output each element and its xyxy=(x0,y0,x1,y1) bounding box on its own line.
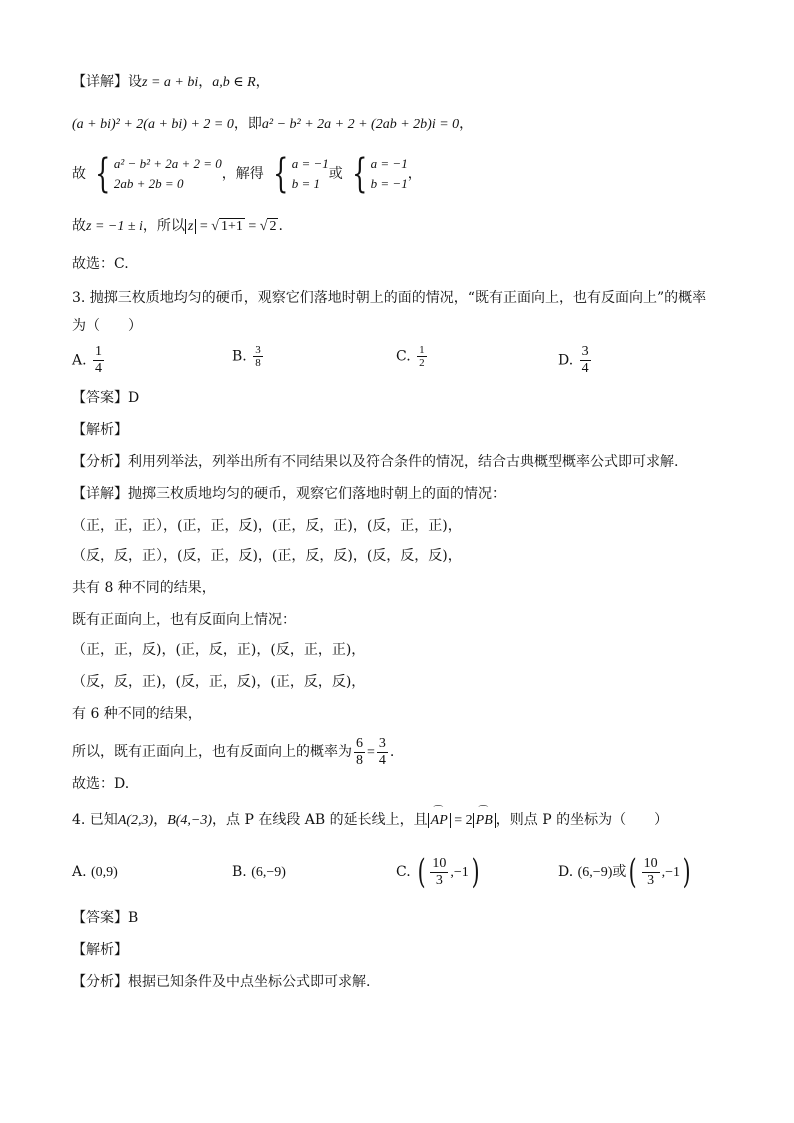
option-tail: ,−1 xyxy=(661,865,681,880)
q3-option-a xyxy=(72,344,106,377)
fraction xyxy=(580,344,591,377)
option-value: (6,−9) xyxy=(577,865,613,880)
text-end: . xyxy=(389,744,395,760)
text-ji: ，即 xyxy=(233,116,262,132)
q3-stem-line-1: 3. 抛掷三枚质地均匀的硬币，观察它们落地时朝上的面的情况，“既有正面向上，也有反面向上”的概率 xyxy=(72,290,707,306)
q3-count-8: 共有 8 种不同的结果， xyxy=(72,580,216,596)
answer-line-1: 故选：C. xyxy=(72,256,129,272)
fraction xyxy=(93,344,104,377)
q4-end: ，则点 P 的坐标为（ ） xyxy=(495,812,669,828)
detail-tag: 【详解】 xyxy=(72,74,128,90)
paren-right-icon: ) xyxy=(682,852,691,892)
q4-prefix: 4. 已知 xyxy=(72,812,118,828)
text-jiede: ，解得 xyxy=(221,166,264,182)
prob-text: 所以，既有正面向上，也有反面向上的概率为 xyxy=(72,744,352,760)
q4-option-a xyxy=(72,862,118,883)
fraction xyxy=(642,856,660,889)
q3-option-c xyxy=(396,344,429,369)
frac-num: 10 xyxy=(432,855,447,871)
fraction xyxy=(430,856,448,889)
q4-mid: ，点 P 在线段 AB 的延长线上，且 xyxy=(212,812,428,828)
math-lhs: (a + bi)² + 2(a + bi) + 2 = 0 xyxy=(72,117,234,132)
q3-stem-line-2: 为（ ） xyxy=(72,318,142,334)
math-eq-2: = xyxy=(244,219,260,234)
q3-both: 既有正面向上，也有反面向上情况： xyxy=(72,612,296,628)
q3-count-6: 有 6 种不同的结果， xyxy=(72,706,202,722)
solution-1 xyxy=(268,151,329,197)
math-z-def: z = a + bi xyxy=(142,75,199,90)
option-label: B. xyxy=(232,864,247,880)
solution-2 xyxy=(347,151,408,197)
frac-num: 10 xyxy=(643,855,658,871)
math-rhs: a² − b² + 2a + 2 + (2ab + 2b)i = 0 xyxy=(261,117,460,132)
option-label: A. xyxy=(72,864,87,880)
fraction xyxy=(253,344,263,369)
text-or: 或 xyxy=(612,864,627,880)
q3-final: 故选：D. xyxy=(72,776,130,792)
q4-answer: 【答案】B xyxy=(72,910,139,926)
frac-num: 3 xyxy=(255,344,261,356)
system-row-2: 2ab + 2b = 0 xyxy=(113,176,184,191)
q3-answer: 【答案】D xyxy=(72,390,140,406)
q4-option-d xyxy=(558,852,693,893)
option-label: C. xyxy=(396,348,411,365)
option-value: (0,9) xyxy=(91,865,118,880)
system-line xyxy=(72,152,422,196)
vector-ap: ⌒ AP xyxy=(431,811,448,831)
solution-1-row-2: b = 1 xyxy=(291,176,320,191)
frac-num: 3 xyxy=(378,735,386,751)
text-sep: ， xyxy=(198,74,213,90)
solution-2-row-2: b = −1 xyxy=(370,176,408,191)
q3-option-d xyxy=(558,344,593,377)
frac-den: 8 xyxy=(356,752,363,768)
q3-list-1: （正，正，正），(正，正，反)，(正，反，正)，(反，正，正)， xyxy=(72,518,462,534)
option-value: (6,−9) xyxy=(251,865,286,880)
point-a: A(2,3) xyxy=(117,813,154,828)
point-b: B(4,−3) xyxy=(167,813,213,828)
paren-left-icon: ( xyxy=(417,852,426,892)
q3-option-b xyxy=(232,344,265,369)
brace-icon: { xyxy=(273,151,289,197)
result-line: 故z = −1 ± i，所以 z = √ 1+1 = √ 2 . xyxy=(72,218,283,234)
frac-den: 8 xyxy=(255,357,261,369)
option-label: B. xyxy=(232,348,247,365)
solution-2-row-1: a = −1 xyxy=(370,156,408,171)
math-eq: = xyxy=(367,745,375,760)
option-label: C. xyxy=(396,864,411,880)
math-sqrt-2: 2 xyxy=(269,219,277,234)
text-end: ， xyxy=(407,166,422,182)
math-abs-z: z xyxy=(185,219,196,234)
brace-icon: { xyxy=(352,151,368,197)
text-end: ， xyxy=(255,74,270,90)
q4-analysis-title: 【解析】 xyxy=(72,942,128,958)
option-label: D. xyxy=(558,864,574,880)
math-sqrt-1: 1+1 xyxy=(220,219,243,234)
text-set: 设 xyxy=(128,74,142,90)
brace-icon: { xyxy=(95,151,111,197)
fraction-6-8 xyxy=(354,736,365,769)
text-or: 或 xyxy=(328,166,343,182)
frac-num: 3 xyxy=(581,344,589,359)
q3-analysis-title: 【解析】 xyxy=(72,422,128,438)
frac-den: 4 xyxy=(581,361,589,376)
fraction xyxy=(417,344,427,369)
q4-option-c xyxy=(396,852,482,893)
frac-num: 1 xyxy=(95,344,103,359)
option-tail: ,−1 xyxy=(450,865,469,880)
text-suoyi: ，所以 xyxy=(142,218,185,234)
paren-left-icon: ( xyxy=(629,852,637,892)
frac-num: 6 xyxy=(356,735,363,751)
frac-den: 2 xyxy=(419,357,425,369)
paren-right-icon: ) xyxy=(471,852,480,892)
solution-1-row-1: a = −1 xyxy=(291,156,329,171)
q3-list-3: （正，正，反)，(正，反，正)，(反，正，正)， xyxy=(72,642,366,658)
text-end: . xyxy=(278,218,283,234)
frac-den: 4 xyxy=(378,752,386,768)
q3-detail: 【详解】抛掷三枚质地均匀的硬币，观察它们落地时朝上的面的情况： xyxy=(72,486,506,502)
q3-probability xyxy=(72,734,394,771)
q3-list-2: （反，反，正），(反，正，反)，(正，反，反)，(反，反，反)， xyxy=(72,548,462,564)
math-z-result: z = −1 ± i xyxy=(86,219,143,234)
q4-analysis: 【分析】根据已知条件及中点坐标公式即可求解. xyxy=(72,974,371,990)
q3-list-4: （反，反，正)，(反，正，反)，(正，反，反)， xyxy=(72,674,366,690)
text-sep: ， xyxy=(153,812,168,828)
math-eq: = xyxy=(196,219,212,234)
frac-den: 3 xyxy=(435,872,443,888)
math-ab-cond: a,b ∈ R xyxy=(212,75,256,90)
q4-stem xyxy=(72,810,668,831)
frac-den: 4 xyxy=(95,361,103,376)
equation-line xyxy=(72,114,473,135)
system-row-1: a² − b² + 2a + 2 = 0 xyxy=(113,156,222,171)
equation-system xyxy=(90,151,222,197)
q4-option-b xyxy=(232,862,286,883)
frac-num: 1 xyxy=(419,344,425,356)
option-label: A. xyxy=(72,352,87,369)
text-end: ， xyxy=(459,116,474,132)
vector-pb: ⌒ PB xyxy=(476,811,493,831)
q3-analysis: 【分析】利用列举法，列举出所有不同结果以及符合条件的情况，结合古典概型概率公式即可求解. xyxy=(72,454,679,470)
detail-line-1 xyxy=(72,72,270,93)
frac-den: 3 xyxy=(647,872,655,888)
text-gu: 故 xyxy=(72,218,86,234)
text-gu: 故 xyxy=(72,166,86,182)
option-label: D. xyxy=(558,352,574,369)
math-eq: = 2 xyxy=(450,813,473,828)
fraction-3-4 xyxy=(377,736,388,769)
